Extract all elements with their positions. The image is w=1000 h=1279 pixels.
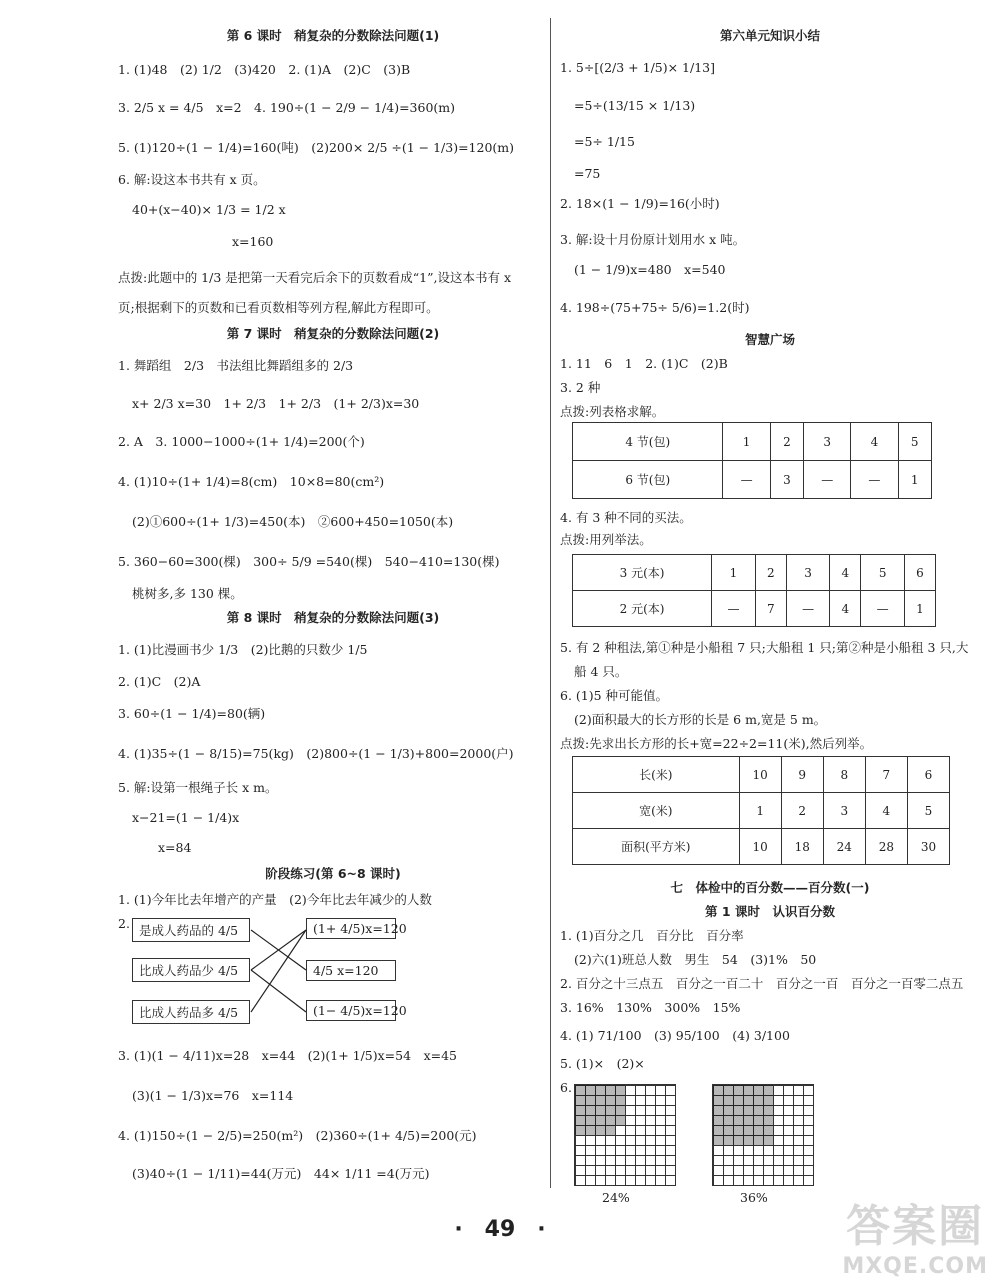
shaded-region	[713, 1085, 773, 1145]
table-cell: 长(米)	[573, 757, 740, 793]
table-cell: 10	[739, 757, 781, 793]
stage-answer-2-label: 2.	[118, 916, 130, 931]
column-divider	[550, 18, 551, 1188]
l8-answer-4: 4. (1)35÷(1 − 8/15)=75(kg) (2)800÷(1 − 1/3)+800=2000(户)	[118, 746, 514, 761]
table-cell: 1	[739, 793, 781, 829]
u7-answer-4: 4. (1) 71/100 (3) 95/100 (4) 3/100	[560, 1028, 790, 1043]
table-cell: 6	[907, 757, 949, 793]
table-cell: 7	[755, 591, 786, 627]
table-cell: 7	[865, 757, 907, 793]
u6-answer-1-result: =75	[574, 166, 601, 181]
table-cell: —	[851, 461, 898, 499]
l6-equation: 40+(x−40)× 1/3 = 1/2 x	[132, 202, 286, 217]
l7-answer-5b: 桃树多,多 130 棵。	[132, 586, 243, 601]
l8-answer-3: 3. 60÷(1 − 1/4)=80(辆)	[118, 706, 266, 721]
table-cell: 5	[898, 423, 932, 461]
table-cell: 4 节(包)	[573, 423, 723, 461]
table-cell: 4	[830, 555, 861, 591]
lesson-7-title: 第 7 课时 稍复杂的分数除法问题(2)	[226, 326, 440, 341]
l6-note-line-1: 点拨:此题中的 1/3 是把第一天看完后余下的页数看成“1”,设这本书有 x	[118, 270, 512, 285]
table-cell: 8	[823, 757, 865, 793]
l7-answer-5: 5. 360−60=300(棵) 300÷ 5/9 =540(棵) 540−410=130(棵)	[118, 554, 500, 569]
table-cell: 2	[755, 555, 786, 591]
table-cell: 1	[898, 461, 932, 499]
u6-answer-1-step-1: =5÷(13/15 × 1/13)	[574, 98, 696, 113]
l6-answer-6: 6. 解:设这本书共有 x 页。	[118, 172, 266, 187]
table-cell: 3	[804, 423, 851, 461]
watermark-logo	[842, 1190, 988, 1279]
table-cell: 2 元(本)	[573, 591, 712, 627]
l7-answer-1b: x+ 2/3 x=30 1+ 2/3 1+ 2/3 (1+ 2/3)x=30	[132, 396, 420, 411]
table-cell: 3	[786, 555, 830, 591]
table-cell: 3 元(本)	[573, 555, 712, 591]
l6-answer-1: 1. (1)48 (2) 1/2 (3)420 2. (1)A (2)C (3)B	[118, 62, 411, 77]
table-rectangle-areas	[572, 756, 950, 865]
l8-equation: x−21=(1 − 1/4)x	[132, 810, 240, 825]
table-cell: —	[712, 591, 756, 627]
u7-answer-6: 6.	[560, 1080, 572, 1095]
table-cell: 3	[770, 461, 803, 499]
table-cell: 4	[865, 793, 907, 829]
l8-answer-1: 1. (1)比漫画书少 1/3 (2)比鹅的只数少 1/5	[118, 642, 368, 657]
u6-answer-4: 4. 198÷(75+75÷ 5/6)=1.2(时)	[560, 300, 750, 315]
hundred-grid-24-percent	[574, 1084, 676, 1186]
lesson-6-title: 第 6 课时 稍复杂的分数除法问题(1)	[226, 28, 440, 43]
u6-answer-1: 1. 5÷[(2/3 + 1/5)× 1/13]	[560, 60, 716, 75]
zh-note-4: 点拨:用列举法。	[560, 532, 652, 547]
table-cell: 1	[712, 555, 756, 591]
table-cell: 5	[861, 555, 905, 591]
table-cell: 2	[770, 423, 803, 461]
match-left-box-1: 是成人药品的 4/5	[132, 918, 250, 942]
zh-answer-6b: (2)面积最大的长方形的长是 6 m,宽是 5 m。	[574, 712, 827, 727]
table-cell: —	[786, 591, 830, 627]
table-book-purchases	[572, 554, 936, 627]
u7-answer-1: 1. (1)百分之几 百分比 百分率	[560, 928, 744, 943]
table-cell: 18	[781, 829, 823, 865]
match-right-box-3: (1− 4/5)x=120	[306, 1000, 396, 1021]
u6-answer-3b: (1 − 1/9)x=480 x=540	[574, 262, 726, 277]
table-cell: —	[723, 461, 770, 499]
table-cell: 1	[723, 423, 770, 461]
match-right-box-2: 4/5 x=120	[306, 960, 396, 981]
table-battery-packs	[572, 422, 932, 499]
l8-solution: x=84	[158, 840, 192, 855]
l6-note-line-2: 页;根据剩下的页数和已看页数相等列方程,解此方程即可。	[118, 300, 439, 315]
matching-lines	[118, 898, 418, 1038]
grid-1-label: 24%	[602, 1190, 630, 1205]
zh-answer-1: 1. 11 6 1 2. (1)C (2)B	[560, 356, 728, 371]
l8-answer-2: 2. (1)C (2)A	[118, 674, 201, 689]
table-cell: 宽(米)	[573, 793, 740, 829]
table-cell: 10	[739, 829, 781, 865]
table-cell: 4	[830, 591, 861, 627]
match-left-box-3: 比成人药品多 4/5	[132, 1000, 250, 1024]
l7-answer-2: 2. A 3. 1000−1000÷(1+ 1/4)=200(个)	[118, 434, 365, 449]
zh-answer-5: 5. 有 2 种租法,第①种是小船租 7 只;大船租 1 只;第②种是小船租 3 只,大	[560, 640, 969, 655]
zh-note-3: 点拨:列表格求解。	[560, 404, 665, 419]
stage-answer-4b: (3)40÷(1 − 1/11)=44(万元) 44× 1/11 =4(万元)	[132, 1166, 430, 1181]
l6-solution: x=160	[232, 234, 274, 249]
table-cell: 5	[907, 793, 949, 829]
shaded-region	[575, 1085, 625, 1125]
stage-answer-3b: (3)(1 − 1/3)x=76 x=114	[132, 1088, 294, 1103]
table-cell: 6 节(包)	[573, 461, 723, 499]
l8-answer-5: 5. 解:设第一根绳子长 x m。	[118, 780, 278, 795]
stage-answer-4: 4. (1)150÷(1 − 2/5)=250(m²) (2)360÷(1+ 4/5)=200(元)	[118, 1128, 477, 1143]
l6-answer-5: 5. (1)120÷(1 − 1/4)=160(吨) (2)200× 2/5 ÷(1 − 1/3)=120(m)	[118, 140, 515, 155]
u7-answer-5: 5. (1)× (2)×	[560, 1056, 645, 1071]
table-cell: 6	[904, 555, 935, 591]
l7-answer-1: 1. 舞蹈组 2/3 书法组比舞蹈组多的 2/3	[118, 358, 354, 373]
u6-answer-2: 2. 18×(1 − 1/9)=16(小时)	[560, 196, 720, 211]
l7-answer-4: 4. (1)10÷(1+ 1/4)=8(cm) 10×8=80(cm²)	[118, 474, 385, 489]
table-cell: 1	[904, 591, 935, 627]
match-right-box-1: (1+ 4/5)x=120	[306, 918, 396, 939]
watermark-text: 答案圈	[846, 1201, 985, 1252]
stage-answer-1: 1. (1)今年比去年增产的产量 (2)今年比去年减少的人数	[118, 892, 432, 907]
table-cell: —	[804, 461, 851, 499]
l6-answer-3: 3. 2/5 x = 4/5 x=2 4. 190÷(1 − 2/9 − 1/4)=360(m)	[118, 100, 456, 115]
table-cell: 2	[781, 793, 823, 829]
watermark-url: MXQE.COM	[842, 1254, 988, 1279]
stage-answer-3: 3. (1)(1 − 4/11)x=28 x=44 (2)(1+ 1/5)x=54 x=45	[118, 1048, 457, 1063]
l7-answer-4b: (2)①600÷(1+ 1/3)=450(本) ②600+450=1050(本)	[132, 514, 454, 529]
table-cell: 9	[781, 757, 823, 793]
unit-7-lesson-1-title: 第 1 课时 认识百分数	[705, 904, 835, 919]
zh-answer-3: 3. 2 种	[560, 380, 601, 395]
u7-answer-1b: (2)六(1)班总人数 男生 54 (3)1% 50	[574, 952, 817, 967]
zh-note-6: 点拨:先求出长方形的长+宽=22÷2=11(米),然后列举。	[560, 736, 873, 751]
zh-answer-6: 6. (1)5 种可能值。	[560, 688, 669, 703]
table-cell: 24	[823, 829, 865, 865]
shaded-region	[575, 1125, 615, 1135]
table-cell: 3	[823, 793, 865, 829]
u7-answer-3: 3. 16% 130% 300% 15%	[560, 1000, 741, 1015]
lesson-8-title: 第 8 课时 稍复杂的分数除法问题(3)	[226, 610, 440, 625]
grid-2-label: 36%	[740, 1190, 768, 1205]
u6-answer-1-step-2: =5÷ 1/15	[574, 134, 635, 149]
match-left-box-2: 比成人药品少 4/5	[132, 958, 250, 982]
table-cell: 4	[851, 423, 898, 461]
table-cell: 30	[907, 829, 949, 865]
page-number: · 49 ·	[454, 1217, 546, 1242]
table-cell: —	[861, 591, 905, 627]
zh-answer-4: 4. 有 3 种不同的买法。	[560, 510, 692, 525]
hundred-grid-36-percent	[712, 1084, 814, 1186]
zh-answer-5b: 船 4 只。	[574, 664, 628, 679]
unit-7-title: 七 体检中的百分数——百分数(一)	[670, 880, 870, 895]
left-column	[118, 18, 548, 1198]
stage-practice-title: 阶段练习(第 6~8 课时)	[265, 866, 401, 881]
u6-answer-3: 3. 解:设十月份原计划用水 x 吨。	[560, 232, 746, 247]
table-cell: 28	[865, 829, 907, 865]
right-column	[560, 18, 980, 1205]
unit-6-summary-title: 第六单元知识小结	[719, 28, 820, 43]
table-cell: 面积(平方米)	[573, 829, 740, 865]
u7-answer-2: 2. 百分之十三点五 百分之一百二十 百分之一百 百分之一百零二点五	[560, 976, 964, 991]
wisdom-square-title: 智慧广场	[744, 332, 795, 347]
